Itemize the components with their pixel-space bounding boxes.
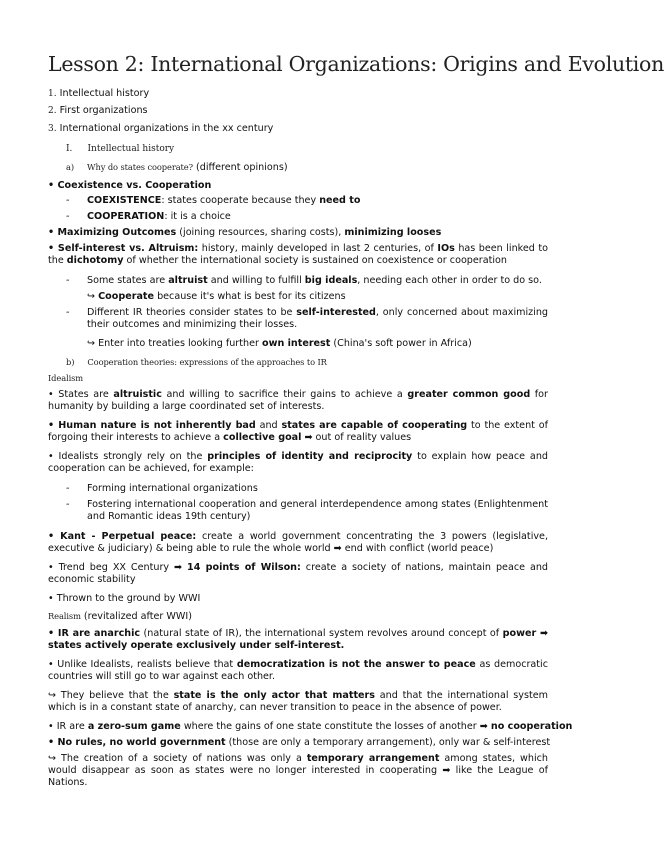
emphasis: no cooperation [490,721,573,732]
bullet-paragraph [48,628,548,652]
term: COEXISTENCE [87,195,162,206]
emphasis: • Kant - Perpetual peace: [48,531,197,542]
subsection-number: a) [66,162,74,172]
emphasis: big ideals [304,275,358,286]
bullet-paragraph [48,721,572,733]
bullet-paragraph [48,227,441,239]
arrow-item [87,338,472,350]
text: • States are [48,389,114,400]
text: among states, which would disappear as soon as states were no longer interested in cooperating ➡ like the League of Nations. [48,753,548,788]
text: because it's what is best for its citizens [154,291,346,302]
section-title: Intellectual history [87,144,175,154]
bullet-title: • Self-interest vs. Altruism: [48,243,199,254]
heading-text: Realism [48,611,81,621]
text: ↪ The creation of a society of nations was only a [48,753,307,764]
dash-item [66,211,231,223]
text: • Unlike Idealists, realists believe that [48,659,237,670]
hook-arrow-icon: ↪ [87,338,96,349]
section-heading [66,143,174,155]
text: create a world government concentrating the 3 powers (legislative, executive & judiciary) & being able to rule the whole world ➡ end with conflict (world peace) [48,531,548,554]
subsection-heading [66,161,288,174]
emphasis: • No rules, no world government [48,737,226,748]
text: , needing each other in order to do so. [357,275,542,286]
emphasis: state is the only actor that matters [173,690,375,701]
toc-number: 3. [48,124,57,134]
emphasis: own interest [261,338,331,349]
bullet-paragraph [48,420,548,444]
arrow-paragraph [48,753,548,789]
text: (natural state of IR), the international system revolves around concept of [140,628,503,639]
dash: - [66,195,70,206]
text: history, mainly developed in last 2 centuries, of [198,243,438,254]
bullet-paragraph [48,451,548,475]
text: and willing to fulfill [207,275,305,286]
text: Fostering international cooperation and general interdependence among states (Enlightenment and Romantic ideas 19th century) [87,499,548,522]
emphasis: • Human nature is not inherently bad [48,420,256,431]
subsection-number: b) [66,357,75,367]
bullet-paragraph [48,389,548,413]
page-title: Lesson 2: International Organizations: Origins and Evolution [48,52,664,76]
hook-arrow-icon: ↪ [87,291,96,302]
text: Forming international organizations [87,483,258,494]
subsection-title: Why do states cooperate? [87,162,193,172]
bullet-paragraph [48,737,550,749]
text: to explain how peace and cooperation can be achieved, for example: [48,451,548,474]
emphasis: Cooperate [98,291,155,302]
bullet-paragraph [48,243,548,267]
emphasis: power ➡ states actively operate exclusively under self-interest. [48,628,548,651]
bullet-paragraph [48,593,200,605]
section-number: I. [66,144,73,154]
text: • Trend beg XX Century ➡ [48,562,188,573]
emphasis: collective goal [223,432,302,443]
toc-number: 1. [48,89,57,99]
text: of whether the international society is sustained on coexistence or cooperation [123,255,508,266]
dash: - [66,211,70,222]
idealism-heading [48,372,83,385]
text: (joining resources, sharing costs), [176,227,345,238]
dash-item [66,499,548,522]
arrow-item [87,291,346,303]
toc-text: Intellectual history [59,88,150,99]
text: for humanity by building a large coordinated set of interests. [48,389,548,412]
emphasis: self-interested [296,307,376,318]
heading-note: (revitalized after WWI) [80,611,192,622]
bullet-paragraph [48,562,548,586]
bullet-title: • Maximizing Outcomes [48,227,177,238]
text: : it is a choice [164,211,231,222]
text: to the extent of forgoing their interests to achieve a [48,420,548,443]
arrow-paragraph [48,690,548,714]
text: and [255,420,282,431]
toc-item [48,123,273,135]
bullet-heading [48,180,211,192]
text: • IR are [48,721,88,732]
text: as democratic countries will still go to war against each other. [48,659,548,682]
emphasis: 14 points of Wilson: [187,562,301,573]
text: • Idealists strongly rely on the [48,451,208,462]
toc-text: First organizations [59,105,148,116]
emphasis: dichotomy [66,255,124,266]
dash: - [66,499,70,510]
emphasis: • IR are anarchic [48,628,141,639]
toc-item [48,105,148,117]
bullet-title: • Coexistence vs. Cooperation [48,180,212,191]
emphasis: states are capable of cooperating [281,420,468,431]
emphasis: IOs [437,243,455,254]
text: ➡ out of reality values [301,432,412,443]
dash-item [66,483,258,495]
text: , only concerned about maximizing their outcomes and minimizing their losses. [87,307,549,330]
text: • Thrown to the ground by WWI [48,593,201,604]
subsection-title: Cooperation theories: expressions of the approaches to IR [87,357,327,367]
bullet-paragraph [48,531,548,555]
text: Different IR theories consider states to be [87,307,297,318]
emphasis: altruist [168,275,208,286]
emphasis: principles of identity and reciprocity [207,451,413,462]
realism-heading [48,610,192,623]
text: ↪ They believe that the [48,690,174,701]
emphasis: altruistic [113,389,162,400]
text: Some states are [87,275,169,286]
text: and willing to sacrifice their gains to achieve a [161,389,408,400]
emphasis: temporary arrangement [306,753,440,764]
text: (China's soft power in Africa) [330,338,472,349]
heading-text: Idealism [48,373,84,383]
dash-item [66,195,361,207]
dash-item [66,275,542,287]
text: Enter into treaties looking further [98,338,262,349]
toc-text: International organizations in the xx century [59,123,274,134]
text: where the gains of one state constitute the losses of another ➡ [180,721,491,732]
emphasis: need to [319,195,361,206]
bullet-paragraph [48,659,548,683]
dash: - [66,483,70,494]
subsection-note: (different opinions) [196,162,288,173]
dash: - [66,307,70,318]
subsection-heading [66,356,327,369]
text: : states cooperate because they [161,195,320,206]
emphasis: greater common good [407,389,531,400]
emphasis: democratization is not the answer to peace [236,659,476,670]
text: and that the international system which is in a constant state of anarchy, can never transition to peace in the absence of power. [48,690,548,713]
text: create a society of nations, maintain peace and economic stability [48,562,549,585]
emphasis: a zero-sum game [87,721,181,732]
emphasis: minimizing looses [344,227,442,238]
text: (those are only a temporary arrangement), only war & self-interest [225,737,551,748]
dash-item [66,307,549,330]
term: COOPERATION [87,211,165,222]
toc-item [48,88,149,100]
toc-number: 2. [48,106,57,116]
dash: - [66,275,70,286]
text: has been linked to the [48,243,548,266]
